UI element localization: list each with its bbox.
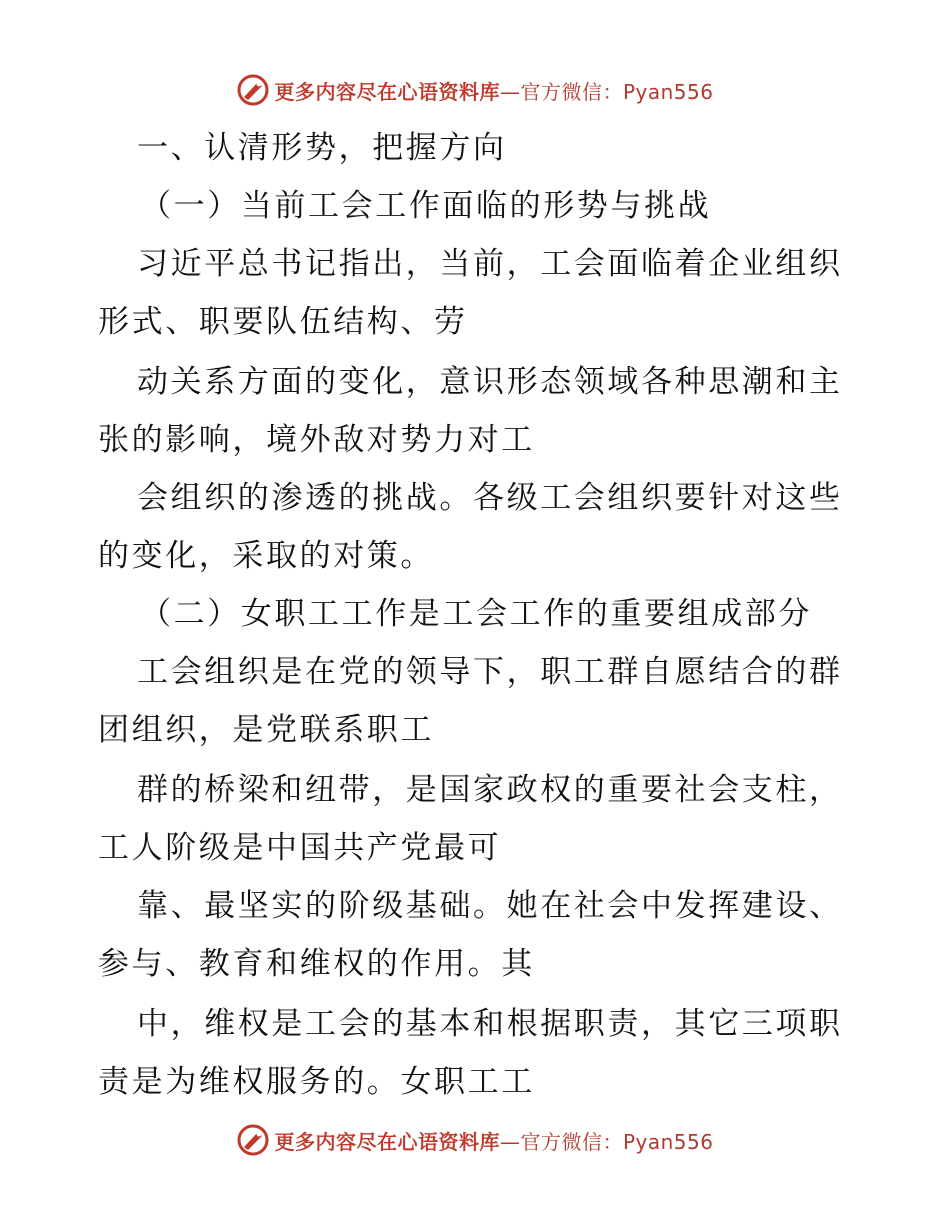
header-watermark-contact: —官方微信：Pyan556 [499, 79, 714, 104]
footer-watermark-main: 更多内容尽在心语资料库 [274, 1129, 500, 1154]
paragraph-line: 责是为维权服务的。女职工工 [98, 1064, 535, 1100]
brand-logo-icon [236, 73, 270, 107]
paragraph-line: 靠、最坚实的阶级基础。她在社会中发挥建设、 [137, 888, 843, 924]
paragraph-line: 会组织的渗透的挑战。各级工会组织要针对这些 [137, 480, 843, 516]
paragraph-line: 中，维权是工会的基本和根据职责，其它三项职 [137, 1006, 843, 1042]
subsection-heading: （一）当前工会工作面临的形势与挑战 [140, 188, 712, 224]
paragraph-line: 工人阶级是中国共产党最可 [98, 830, 502, 866]
paragraph-line: 张的影响，境外敌对势力对工 [98, 422, 535, 458]
header-watermark-main: 更多内容尽在心语资料库 [274, 79, 500, 104]
footer-watermark-text [274, 1126, 713, 1155]
footer-watermark-contact: —官方微信：Pyan556 [499, 1129, 714, 1154]
header-watermark-text [274, 76, 713, 105]
footer-watermark [0, 1120, 950, 1160]
paragraph-line: 参与、教育和维权的作用。其 [98, 946, 535, 982]
paragraph-line: 群的桥梁和纽带，是国家政权的重要社会支柱， [137, 772, 843, 808]
paragraph-line: 工会组织是在党的领导下，职工群自愿结合的群 [137, 654, 843, 690]
paragraph-line: 的变化，采取的对策。 [98, 538, 434, 574]
brand-logo-icon [236, 1123, 270, 1157]
paragraph-line: 习近平总书记指出，当前，工会面临着企业组织 [137, 246, 843, 282]
section-heading: 一、认清形势，把握方向 [137, 130, 507, 166]
paragraph-line: 动关系方面的变化，意识形态领域各种思潮和主 [137, 364, 843, 400]
paragraph-line: 团组织，是党联系职工 [98, 712, 434, 748]
paragraph-line: 形式、职要队伍结构、劳 [98, 304, 468, 340]
header-watermark [0, 70, 950, 110]
subsection-heading: （二）女职工工作是工会工作的重要组成部分 [140, 596, 812, 632]
